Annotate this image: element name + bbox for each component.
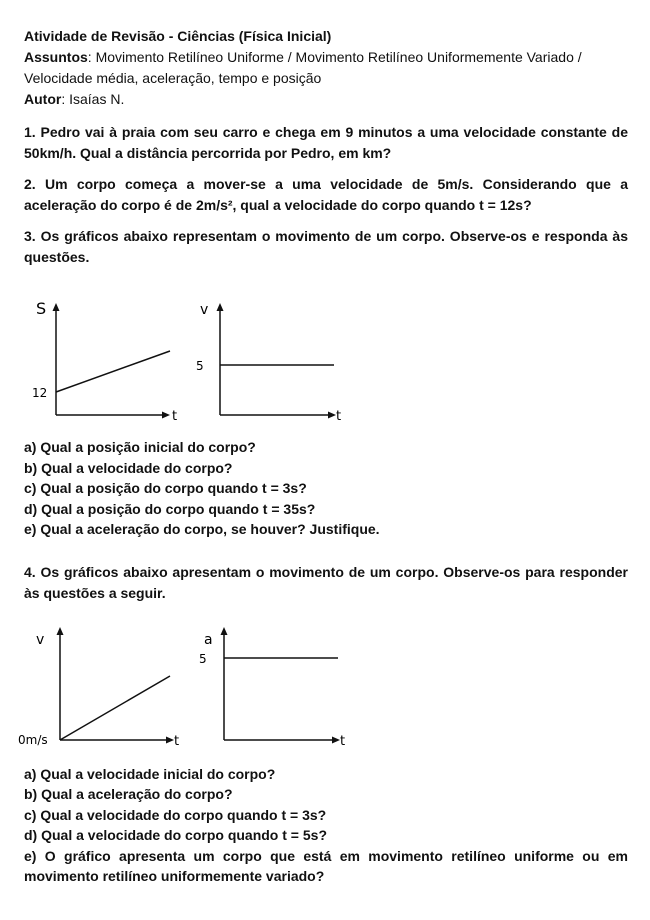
question-4-graphs [18,604,628,756]
question-4-graphs-svg [18,604,628,756]
y-axis-arrow-icon [53,303,60,311]
velocity-time-graph [196,302,341,424]
y-axis-arrow-icon [217,303,224,311]
worksheet [18,26,628,887]
question-3-graphs [24,268,628,431]
y-tick-label: 5 [199,651,207,666]
question-1: 1. Pedro vai à praia com seu carro e chega em 9 minutos a uma velocidade constante de 50km/h. Qual a distância percorrida por Pedro, em km? [24,124,628,161]
position-line [56,351,170,392]
x-axis-arrow-icon [162,412,170,419]
header [24,26,628,110]
velocity-line [60,676,170,740]
q3-item-a: a) Qual a posição inicial do corpo? [24,439,256,455]
x-axis-arrow-icon [332,736,340,743]
subjects-text: : Movimento Retilíneo Uniforme / Movimento Retilíneo Uniformemente Variado / Velocidade média, aceleração, tempo e posição [24,49,582,86]
worksheet-title: Atividade de Revisão - Ciências (Física Inicial) [24,28,332,44]
subjects-line [24,47,628,89]
q4-item-b: b) Qual a aceleração do corpo? [24,786,233,802]
q3-item-e: e) Qual a aceleração do corpo, se houver? Justifique. [24,521,380,537]
x-axis-arrow-icon [328,412,336,419]
question-3-graphs-svg [24,268,628,431]
y-axis-arrow-icon [57,627,64,635]
question-4-items [24,764,628,887]
x-axis-label: t [172,409,178,424]
q4-item-c: c) Qual a velocidade do corpo quando t = 3s? [24,806,327,823]
question-2: 2. Um corpo começa a mover-se a uma velocidade de 5m/s. Considerando que a aceleração do corpo é de 2m/s², qual a velocidade do corpo quando t = 12s? [24,176,628,213]
author-text: : Isaías N. [61,91,125,107]
question-3: 3. Os gráficos abaixo representam o movimento de um corpo. Observe-os e responda às questões. [24,228,628,265]
position-time-graph [32,299,177,424]
q3-item-c: c) Qual a posição do corpo quando t = 3s? [24,480,307,496]
x-axis-label: t [336,409,342,424]
x-axis-label: t [174,733,180,749]
y-axis-label: S [36,299,47,318]
question-4: 4. Os gráficos abaixo apresentam o movimento de um corpo. Observe-os para responder às questões a seguir. [24,563,628,601]
velocity-time-graph [18,627,179,749]
y-tick-label: 5 [196,359,204,373]
subjects-label: Assuntos [24,49,88,65]
question-3-items [24,437,628,540]
y-axis-arrow-icon [221,627,228,635]
q4-item-a: a) Qual a velocidade inicial do corpo? [24,765,276,782]
y-axis-label: v [36,631,45,648]
q4-item-e: e) O gráfico apresenta um corpo que está em movimento retilíneo uniforme ou em movimento retilíneo uniformemente variado? [24,847,628,884]
author-line [24,89,628,110]
y-tick-label: 12 [32,386,48,400]
x-axis-label: t [340,733,346,749]
y-axis-label: a [204,631,213,648]
y-tick-label: 0m/s [18,732,48,747]
author-label: Autor [24,91,62,107]
q3-item-b: b) Qual a velocidade do corpo? [24,459,233,476]
q4-item-d: d) Qual a velocidade do corpo quando t = 5s? [24,827,327,843]
acceleration-time-graph [199,627,345,749]
y-axis-label: v [200,302,209,318]
x-axis-arrow-icon [166,736,174,743]
q3-item-d: d) Qual a posição do corpo quando t = 35s? [24,500,316,517]
